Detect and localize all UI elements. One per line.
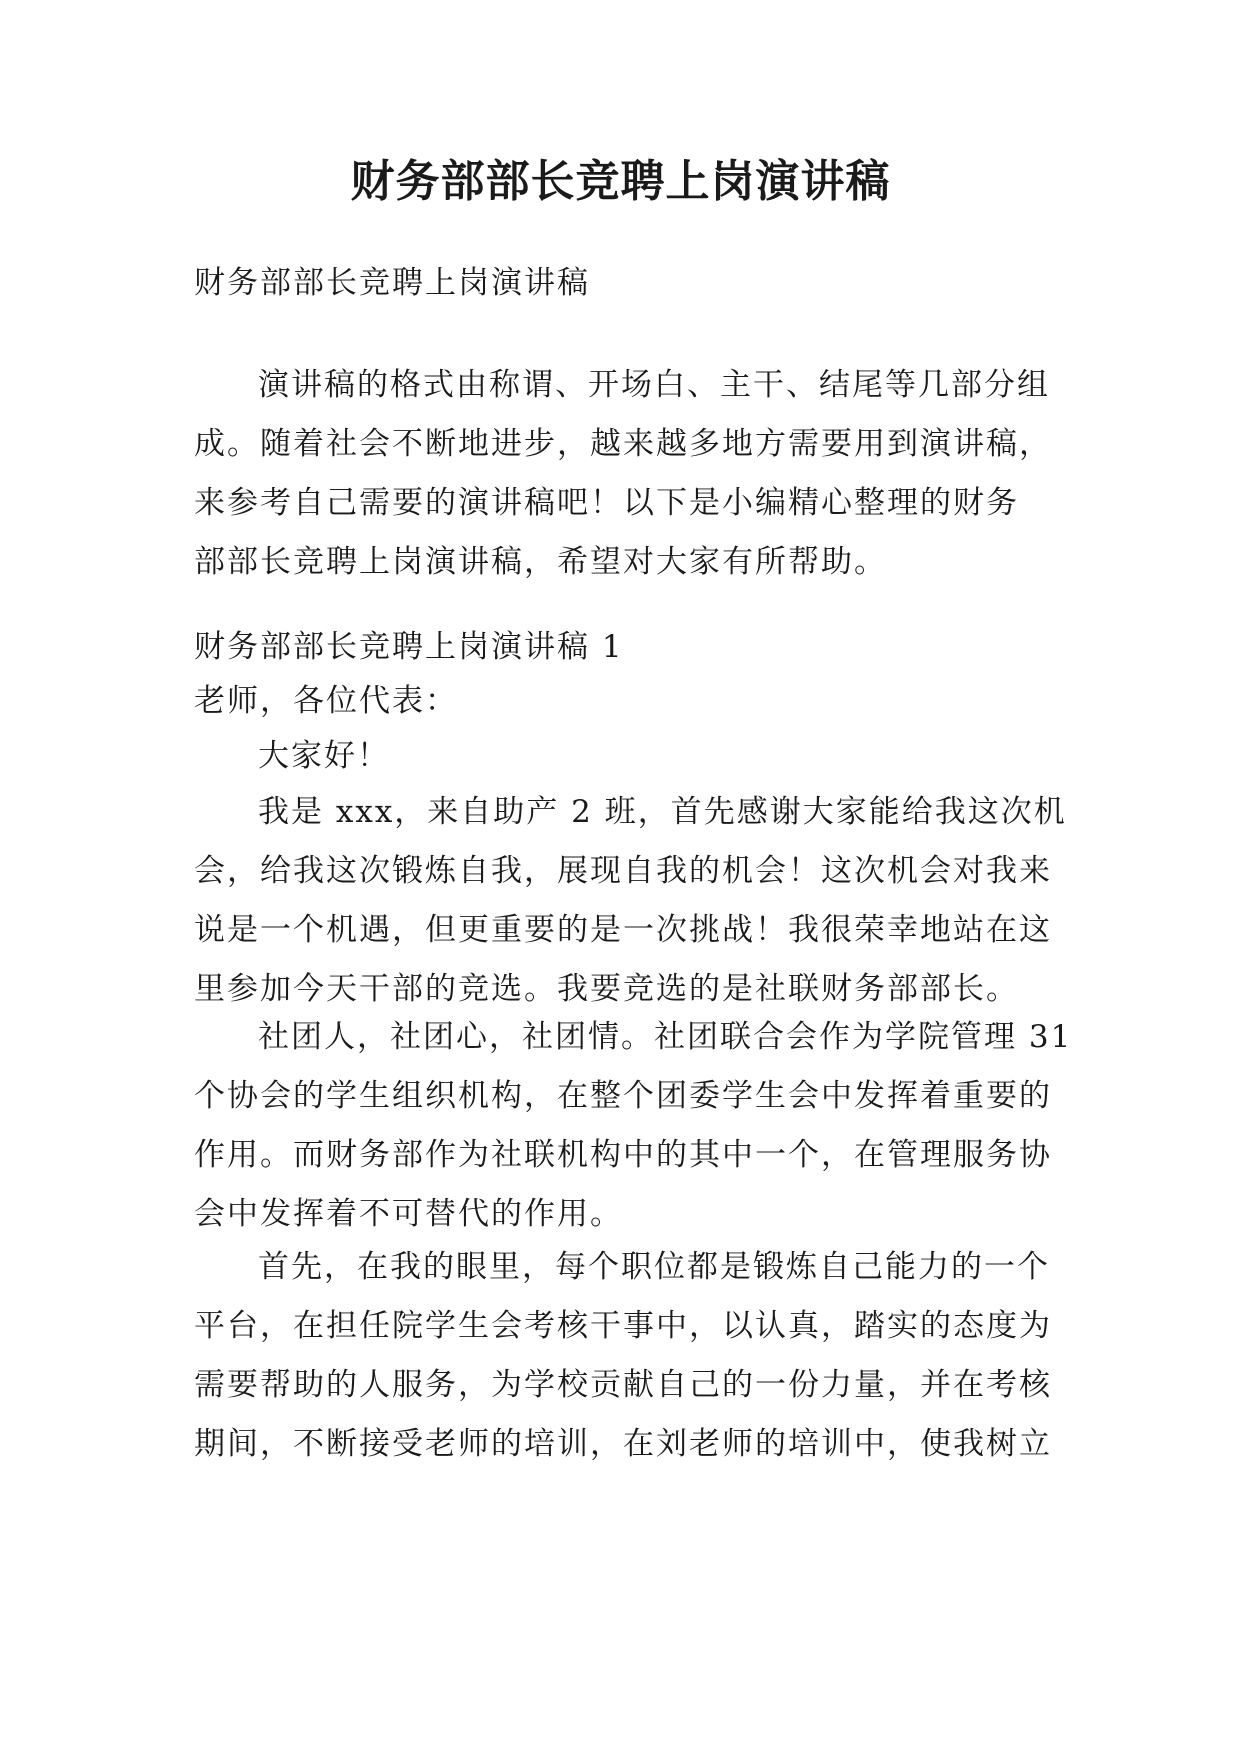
- greeting: [194, 727, 1074, 786]
- intro-line: 演讲稿的格式由称谓、开场白、主干、结尾等几部分组: [258, 367, 1050, 403]
- document-title: 财务部部长竞聘上岗演讲稿: [350, 156, 891, 207]
- paragraph-line: 会中发挥着不可替代的作用。: [194, 1196, 623, 1232]
- paragraph-line: 我是 xxx，来自助产 2 班，首先感谢大家能给我这次机: [258, 794, 1067, 830]
- intro-line: 来参考自己需要的演讲稿吧！以下是小编精心整理的财务: [194, 485, 1019, 521]
- intro-line: 成。随着社会不断地进步，越来越多地方需要用到演讲稿，: [194, 426, 1052, 462]
- paragraph-line: 期间，不断接受老师的培训，在刘老师的培训中，使我树立: [194, 1426, 1052, 1462]
- salutation: [194, 672, 1074, 731]
- paragraph-line: 首先，在我的眼里，每个职位都是锻炼自己能力的一个: [258, 1249, 1050, 1285]
- intro-paragraph: [194, 356, 1074, 592]
- document-subtitle: [194, 254, 1074, 313]
- paragraph-line: 说是一个机遇，但更重要的是一次挑战！我很荣幸地站在这: [194, 912, 1052, 948]
- paragraph-line: 个协会的学生组织机构，在整个团委学生会中发挥着重要的: [194, 1078, 1052, 1114]
- paragraph-line: 社团人，社团心，社团情。社团联合会作为学院管理 31: [258, 1019, 1073, 1055]
- greeting-line: 大家好！: [258, 738, 390, 774]
- paragraph-line: 平台，在担任院学生会考核干事中，以认真，踏实的态度为: [194, 1308, 1052, 1344]
- paragraph-1: [194, 783, 1074, 1019]
- intro-line: 部部长竞聘上岗演讲稿，希望对大家有所帮助。: [194, 544, 887, 580]
- paragraph-3: [194, 1238, 1074, 1474]
- paragraph-line: 作用。而财务部作为社联机构中的其中一个，在管理服务协: [194, 1137, 1052, 1173]
- section-heading-line: 财务部部长竞聘上岗演讲稿 1: [194, 629, 624, 665]
- paragraph-line: 会，给我这次锻炼自我，展现自我的机会！这次机会对我来: [194, 853, 1052, 889]
- paragraph-line: 里参加今天干部的竞选。我要竞选的是社联财务部部长。: [194, 971, 1019, 1007]
- subtitle-line: 财务部部长竞聘上岗演讲稿: [194, 265, 590, 301]
- paragraph-line: 需要帮助的人服务，为学校贡献自己的一份力量，并在考核: [194, 1367, 1052, 1403]
- salutation-line: 老师，各位代表：: [194, 683, 458, 719]
- section-heading: [194, 618, 1074, 677]
- paragraph-2: [194, 1008, 1074, 1244]
